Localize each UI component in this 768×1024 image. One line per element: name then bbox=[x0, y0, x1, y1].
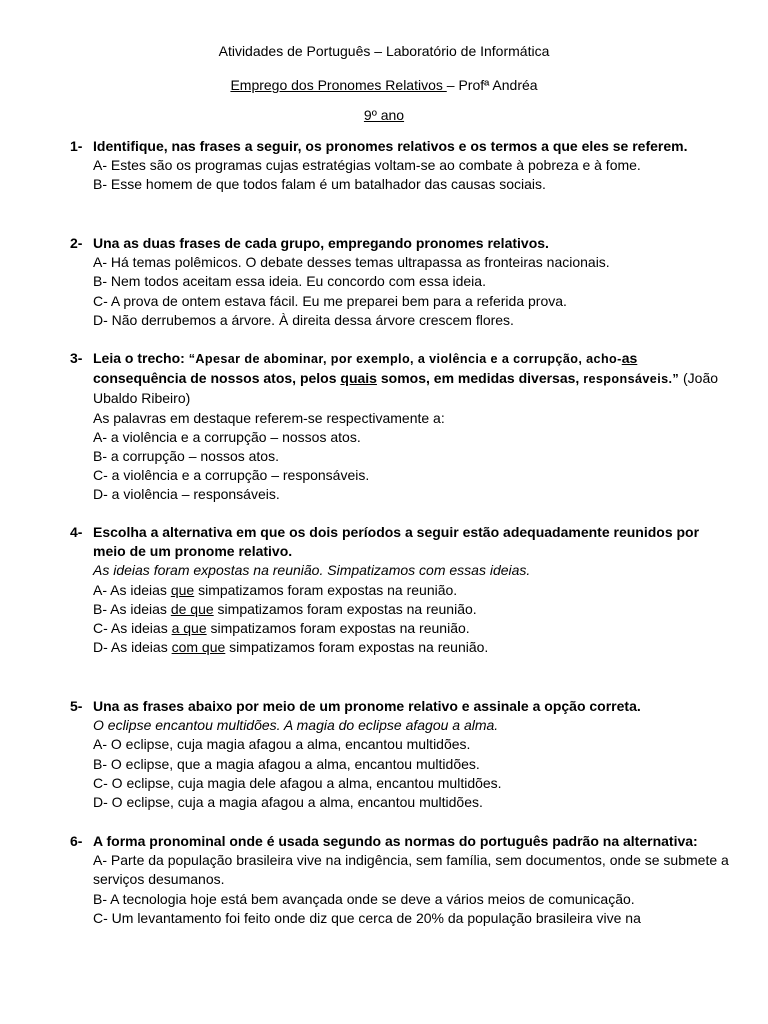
option-b: B- O eclipse, que a magia afagou a alma, encantou multidões. bbox=[93, 755, 480, 772]
option-d: D- O eclipse, cuja a magia afagou a alma, encantou multidões. bbox=[93, 794, 483, 811]
question-text bbox=[93, 349, 730, 409]
option-prefix: B- As ideias bbox=[93, 600, 171, 617]
option-c: C- a violência e a corrupção – responsáveis. bbox=[93, 467, 370, 484]
option-a: A- a violência e a corrupção – nossos atos. bbox=[93, 428, 361, 445]
header-title: Atividades de Português – Laboratório de Informática bbox=[218, 43, 550, 59]
option-pronoun: a que bbox=[171, 620, 207, 637]
example-sentences: O eclipse encantou multidões. A magia do eclipse afagou a alma. bbox=[93, 717, 499, 734]
question-1 bbox=[70, 137, 730, 195]
header-topic: Emprego dos Pronomes Relativos bbox=[230, 77, 447, 93]
option-suffix: simpatizamos foram expostas na reunião. bbox=[206, 620, 470, 637]
question-text: Una as frases abaixo por meio de um pronome relativo e assinale a opção correta. bbox=[93, 698, 641, 714]
highlighted-word-quais: quais bbox=[340, 370, 377, 387]
question-5 bbox=[70, 697, 730, 812]
excerpt-part-1: “Apesar de abominar, por exemplo, a violência e a corrupção, acho- bbox=[188, 352, 622, 366]
option-prefix: A- As ideias bbox=[93, 581, 171, 598]
option-b: B- Nem todos aceitam essa ideia. Eu concordo com essa ideia. bbox=[93, 273, 486, 290]
excerpt-part-4: responsáveis.” bbox=[583, 372, 680, 387]
option-a: A- O eclipse, cuja magia afagou a alma, encantou multidões. bbox=[93, 736, 471, 753]
option-c: C- Um levantamento foi feito onde diz que cerca de 20% da população brasileira vive na bbox=[93, 909, 641, 926]
question-6 bbox=[70, 832, 730, 928]
question-3 bbox=[70, 349, 730, 505]
option-b: B- a corrupção – nossos atos. bbox=[93, 448, 279, 465]
option-d bbox=[93, 638, 730, 657]
option-suffix: simpatizamos foram expostas na reunião. bbox=[225, 639, 489, 656]
question-number: 1- bbox=[70, 138, 83, 154]
option-prefix: D- As ideias bbox=[93, 639, 172, 656]
option-suffix: simpatizamos foram expostas na reunião. bbox=[213, 600, 477, 617]
option-d: D- a violência – responsáveis. bbox=[93, 486, 280, 503]
option-a bbox=[93, 581, 730, 600]
option-a: A- Estes são os programas cujas estratégias voltam-se ao combate à pobreza e à fome. bbox=[93, 157, 641, 174]
question-4 bbox=[70, 523, 730, 657]
option-pronoun: que bbox=[170, 581, 195, 598]
question-text: Escolha a alternativa em que os dois períodos a seguir estão adequadamente reunidos por meio de um pronome relativo. bbox=[93, 524, 700, 560]
question-prompt: As palavras em destaque referem-se respectivamente a: bbox=[93, 409, 445, 426]
question-intro: Leia o trecho: bbox=[93, 350, 189, 366]
question-number: 3- bbox=[70, 350, 83, 366]
option-a: A- Há temas polêmicos. O debate desses temas ultrapassa as fronteiras nacionais. bbox=[93, 254, 610, 271]
option-d: D- Não derrubemos a árvore. À direita dessa árvore crescem flores. bbox=[93, 311, 514, 328]
excerpt-part-3: somos, em medidas diversas, bbox=[376, 370, 584, 387]
example-sentences: As ideias foram expostas na reunião. Simpatizamos com essas ideias. bbox=[93, 562, 531, 579]
header-grade bbox=[0, 106, 768, 125]
question-text: A forma pronominal onde é usada segundo as normas do português padrão na alternativa: bbox=[93, 833, 698, 849]
option-b: B- A tecnologia hoje está bem avançada onde se deve a vários meios de comunicação. bbox=[93, 890, 635, 907]
header-subtitle bbox=[0, 76, 768, 95]
excerpt-part-2: consequência de nossos atos, pelos bbox=[93, 370, 341, 387]
question-text: Una as duas frases de cada grupo, empregando pronomes relativos. bbox=[93, 235, 549, 251]
option-b: B- Esse homem de que todos falam é um batalhador das causas sociais. bbox=[93, 176, 546, 193]
question-text: Identifique, nas frases a seguir, os pronomes relativos e os termos a que eles se referem. bbox=[93, 138, 688, 154]
question-number: 5- bbox=[70, 698, 83, 714]
option-c: C- O eclipse, cuja magia dele afagou a alma, encantou multidões. bbox=[93, 774, 502, 791]
question-number: 4- bbox=[70, 524, 83, 540]
option-c: C- A prova de ontem estava fácil. Eu me preparei bem para a referida prova. bbox=[93, 292, 567, 309]
option-suffix: simpatizamos foram expostas na reunião. bbox=[194, 581, 458, 598]
question-number: 2- bbox=[70, 235, 83, 251]
option-b bbox=[93, 600, 730, 619]
option-pronoun: de que bbox=[170, 600, 214, 617]
option-c bbox=[93, 619, 730, 638]
excerpt-source: (João Ubaldo Ribeiro) bbox=[93, 370, 719, 407]
option-a: A- Parte da população brasileira vive na indigência, sem família, sem documentos, onde se submete a serviços desumanos. bbox=[93, 852, 729, 888]
option-prefix: C- As ideias bbox=[93, 620, 172, 637]
option-pronoun: com que bbox=[171, 639, 226, 656]
header-teacher: – Profª Andréa bbox=[446, 77, 538, 93]
question-number: 6- bbox=[70, 833, 83, 849]
question-2 bbox=[70, 234, 730, 330]
header-grade-text: 9º ano bbox=[363, 107, 405, 123]
highlighted-word-as: as bbox=[621, 350, 638, 366]
